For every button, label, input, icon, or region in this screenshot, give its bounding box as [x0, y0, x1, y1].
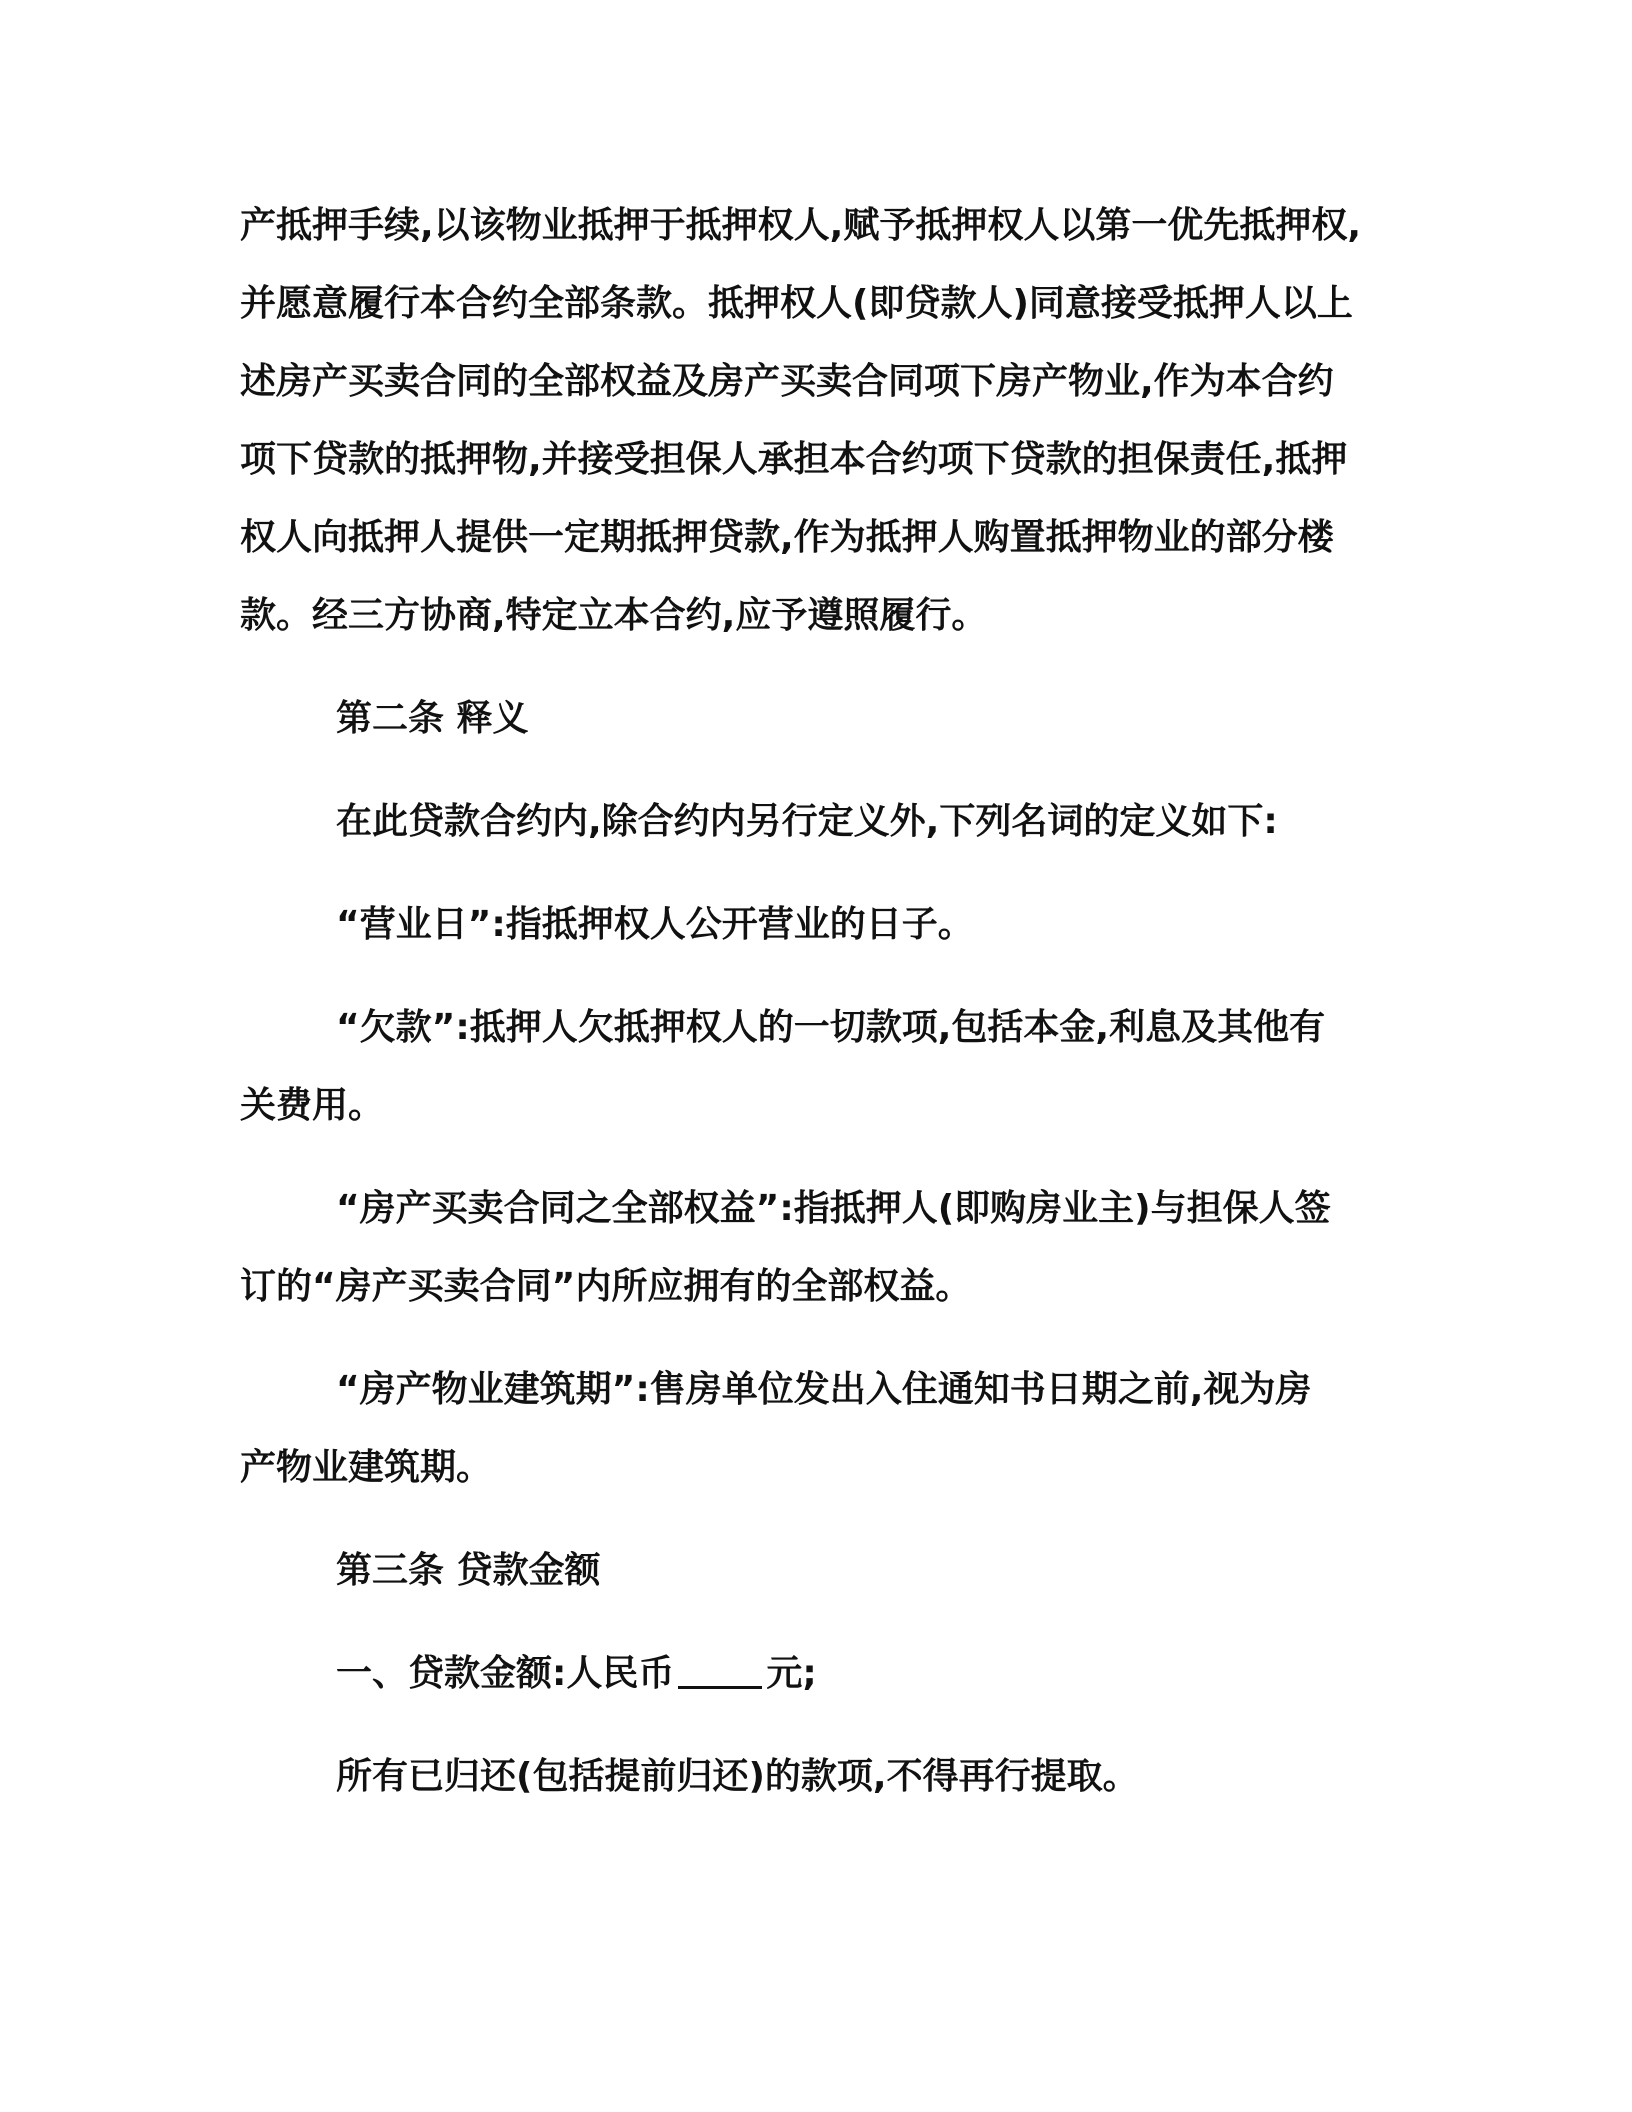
- loan-amount-suffix: 元;: [766, 1653, 817, 1694]
- article-2-heading: 第二条 释义: [336, 698, 529, 739]
- repaid-note: 所有已归还(包括提前归还)的款项,不得再行提取。: [336, 1756, 1139, 1797]
- intro-line-4: 项下贷款的抵押物,并接受担保人承担本合约项下贷款的担保责任,抵押: [240, 439, 1348, 480]
- loan-amount-blank: [678, 1650, 762, 1689]
- loan-amount-prefix: 一、贷款金额:人民币: [336, 1653, 675, 1694]
- definition-business-day: “营业日”:指抵押权人公开营业的日子。: [336, 904, 974, 945]
- definition-construction-line-1: “房产物业建筑期”:售房单位发出入住通知书日期之前,视为房: [336, 1369, 1312, 1410]
- definition-debt-line-2: 关费用。: [240, 1085, 385, 1126]
- loan-amount-line: [240, 1635, 1400, 1713]
- definition-rights-line-1: “房产买卖合同之全部权益”:指抵押人(即购房业主)与担保人签: [336, 1188, 1331, 1229]
- intro-line-1: 产抵押手续,以该物业抵押于抵押权人,赋予抵押权人以第一优先抵押权,: [240, 205, 1362, 246]
- article-2-intro: 在此贷款合约内,除合约内另行定义外,下列名词的定义如下:: [336, 801, 1278, 842]
- definition-debt-line-1: “欠款”:抵押人欠抵押权人的一切款项,包括本金,利息及其他有: [336, 1007, 1326, 1048]
- intro-line-2: 并愿意履行本合约全部条款。抵押权人(即贷款人)同意接受抵押人以上: [240, 283, 1353, 324]
- definition-construction-line-2: 产物业建筑期。: [240, 1447, 493, 1488]
- intro-line-6: 款。经三方协商,特定立本合约,应予遵照履行。: [240, 595, 988, 636]
- document-body: [240, 187, 1400, 1816]
- definition-rights-line-2: 订的“房产买卖合同”内所应拥有的全部权益。: [240, 1266, 972, 1307]
- article-3-heading: 第三条 贷款金额: [336, 1550, 601, 1591]
- intro-line-5: 权人向抵押人提供一定期抵押贷款,作为抵押人购置抵押物业的部分楼: [240, 517, 1334, 558]
- intro-line-3: 述房产买卖合同的全部权益及房产买卖合同项下房产物业,作为本合约: [240, 361, 1334, 402]
